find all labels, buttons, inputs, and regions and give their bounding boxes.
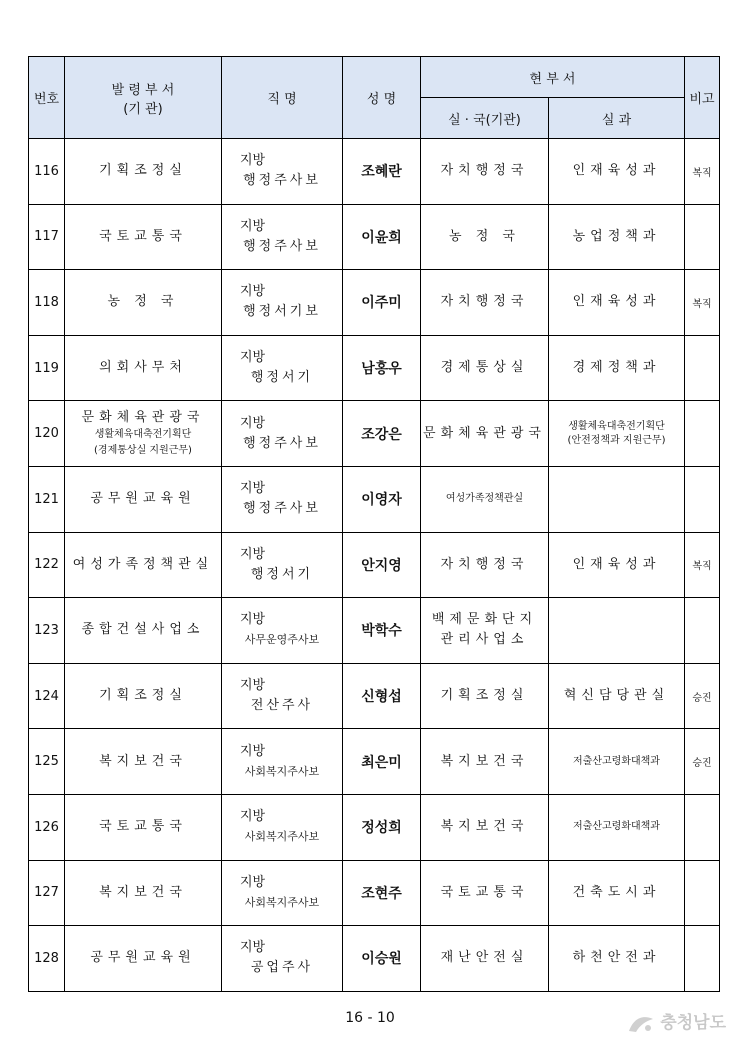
- current-office-line: 자치행정국: [440, 294, 529, 310]
- rank: [222, 139, 343, 205]
- rank-top: 지방: [240, 153, 266, 169]
- rank-top: 지방: [240, 612, 266, 628]
- header-no: 번호: [29, 57, 65, 139]
- rank: [222, 794, 343, 860]
- current-office: [421, 466, 549, 532]
- current-office: [421, 139, 549, 205]
- issuing-dept: [65, 335, 222, 401]
- note: [685, 204, 720, 270]
- header-current-dept: 현 부 서: [421, 57, 685, 98]
- row-number: 125: [29, 729, 65, 795]
- table-row: [29, 532, 720, 598]
- issuing-dept: [65, 270, 222, 336]
- person-name: 박학수: [343, 598, 421, 664]
- header-issuing-dept: [65, 57, 222, 139]
- note: [685, 926, 720, 992]
- issuing-dept: [65, 663, 222, 729]
- issuing-dept-line: 종합건설사업소: [81, 622, 205, 638]
- issuing-dept-line: 여성가족정책관실: [72, 556, 214, 572]
- current-office: [421, 401, 549, 467]
- current-office-line: 경제통상실: [440, 360, 529, 376]
- rank-bottom: 사무운영주사보: [244, 633, 320, 647]
- current-division: [549, 204, 685, 270]
- table-row: [29, 860, 720, 926]
- note: [685, 598, 720, 664]
- note: 승진: [685, 729, 720, 795]
- issuing-dept: [65, 532, 222, 598]
- person-name: 조혜란: [343, 139, 421, 205]
- rank-bottom: 행정주사보: [243, 501, 321, 517]
- current-division: [549, 139, 685, 205]
- current-division: [549, 729, 685, 795]
- rank-top: 지방: [240, 284, 266, 300]
- table-body: [29, 139, 720, 992]
- current-division-line: (안전정책과 지원근무): [567, 434, 666, 446]
- rank-top: 지방: [240, 415, 266, 431]
- rank-top: 지방: [240, 481, 266, 497]
- issuing-dept-line: 복지보건국: [99, 753, 187, 769]
- table-row: [29, 794, 720, 860]
- current-division-line: 저출산고령화대책과: [573, 755, 660, 767]
- issuing-dept-line: 문화체육관광국: [81, 409, 205, 425]
- issuing-dept: [65, 598, 222, 664]
- header-rank: 직 명: [222, 57, 343, 139]
- current-office-line: 국토교통국: [440, 884, 529, 900]
- rank-top: 지방: [240, 940, 266, 956]
- current-division-line: 건축도시과: [572, 884, 661, 900]
- current-division-line: 혁신담당관실: [563, 688, 670, 704]
- issuing-dept: [65, 794, 222, 860]
- row-number: 119: [29, 335, 65, 401]
- publisher-watermark: [626, 1008, 726, 1035]
- row-number: 128: [29, 926, 65, 992]
- current-division-line: 저출산고령화대책과: [573, 821, 660, 833]
- row-number: 126: [29, 794, 65, 860]
- current-division: [549, 598, 685, 664]
- rank: [222, 729, 343, 795]
- issuing-dept-line: 국토교통국: [99, 819, 187, 835]
- issuing-dept: [65, 139, 222, 205]
- row-number: 122: [29, 532, 65, 598]
- row-number: 117: [29, 204, 65, 270]
- rank-top: 지방: [240, 546, 266, 562]
- rank-top: 지방: [240, 874, 266, 890]
- rank: [222, 532, 343, 598]
- current-office-line: 여성가족정책관실: [445, 493, 524, 505]
- person-name: 남홍우: [343, 335, 421, 401]
- current-office: [421, 270, 549, 336]
- current-division-line: 인재육성과: [572, 294, 661, 310]
- current-office: [421, 598, 549, 664]
- rank: [222, 926, 343, 992]
- person-name: 정성희: [343, 794, 421, 860]
- table-row: [29, 466, 720, 532]
- person-name: 이주미: [343, 270, 421, 336]
- issuing-dept-line: 국토교통국: [99, 228, 187, 244]
- note: [685, 401, 720, 467]
- current-office-line: 재난안전실: [440, 950, 529, 966]
- current-division-line: 농업정책과: [572, 228, 661, 244]
- issuing-dept-line: 기획조정실: [99, 163, 187, 179]
- table-row: [29, 335, 720, 401]
- row-number: 127: [29, 860, 65, 926]
- rank-bottom: 사회복지주사보: [244, 830, 320, 844]
- person-name: 신형섭: [343, 663, 421, 729]
- note: 복직: [685, 532, 720, 598]
- person-name: 안지영: [343, 532, 421, 598]
- current-office: [421, 335, 549, 401]
- rank: [222, 466, 343, 532]
- header-current-office: 실 · 국(기관): [421, 98, 549, 139]
- current-office: [421, 794, 549, 860]
- rank-bottom: 행정주사보: [243, 173, 321, 189]
- note: [685, 466, 720, 532]
- row-number: 120: [29, 401, 65, 467]
- table-row: [29, 204, 720, 270]
- personnel-table: [28, 56, 720, 992]
- current-office: [421, 729, 549, 795]
- current-division-line: 인재육성과: [572, 556, 661, 572]
- issuing-dept-line: 생활체육대축전기획단: [94, 428, 192, 440]
- issuing-dept-line: 공무원교육원: [90, 491, 196, 507]
- issuing-dept: [65, 466, 222, 532]
- rank-top: 지방: [240, 218, 266, 234]
- person-name: 최은미: [343, 729, 421, 795]
- rank: [222, 401, 343, 467]
- header-current-division: 실 과: [549, 98, 685, 139]
- table-row: [29, 401, 720, 467]
- page-number: 16 - 10: [345, 1010, 395, 1026]
- current-office-line: 자치행정국: [440, 556, 529, 572]
- current-office: [421, 860, 549, 926]
- rank-bottom: 전산주사: [250, 698, 314, 714]
- rank: [222, 270, 343, 336]
- person-name: 조현주: [343, 860, 421, 926]
- issuing-dept-line: (경제통상실 지원근무): [94, 444, 192, 456]
- person-name: 이승원: [343, 926, 421, 992]
- rank-bottom: 행정주사보: [243, 435, 321, 451]
- current-office-line: 문화체육관광국: [423, 425, 546, 441]
- current-division: [549, 466, 685, 532]
- current-office-line: 백제문화단지: [431, 612, 538, 628]
- current-office: [421, 926, 549, 992]
- rank: [222, 598, 343, 664]
- current-division: [549, 926, 685, 992]
- issuing-dept: [65, 729, 222, 795]
- person-name: 이윤희: [343, 204, 421, 270]
- person-name: 이영자: [343, 466, 421, 532]
- person-name: 조강은: [343, 401, 421, 467]
- current-division: [549, 401, 685, 467]
- issuing-dept-line: 농 정 국: [107, 294, 179, 310]
- table-row: [29, 729, 720, 795]
- current-office-line: 복지보건국: [440, 753, 529, 769]
- current-division-line: 인재육성과: [572, 163, 661, 179]
- rank-bottom: 공업주사: [250, 960, 314, 976]
- row-number: 118: [29, 270, 65, 336]
- row-number: 121: [29, 466, 65, 532]
- issuing-dept-line: 복지보건국: [99, 884, 187, 900]
- current-office-line: 복지보건국: [440, 819, 529, 835]
- current-division-line: 경제정책과: [572, 360, 661, 376]
- rank-top: 지방: [240, 350, 266, 366]
- current-division-line: 하천안전과: [572, 950, 661, 966]
- rank-top: 지방: [240, 809, 266, 825]
- current-office: [421, 532, 549, 598]
- note: [685, 335, 720, 401]
- rank-top: 지방: [240, 678, 266, 694]
- row-number: 124: [29, 663, 65, 729]
- table-row: [29, 926, 720, 992]
- current-division: [549, 335, 685, 401]
- issuing-dept-line: 공무원교육원: [90, 950, 196, 966]
- note: 복직: [685, 139, 720, 205]
- rank-bottom: 행정서기: [250, 566, 314, 582]
- current-division: [549, 860, 685, 926]
- rank: [222, 335, 343, 401]
- current-office-line: 자치행정국: [440, 163, 529, 179]
- issuing-dept: [65, 926, 222, 992]
- watermark-text: 충청남도: [660, 1013, 726, 1032]
- issuing-dept: [65, 860, 222, 926]
- current-division-line: 생활체육대축전기획단: [568, 420, 665, 432]
- rank-bottom: 사회복지주사보: [244, 895, 320, 909]
- issuing-dept: [65, 401, 222, 467]
- rank-top: 지방: [240, 743, 266, 759]
- table-row: [29, 598, 720, 664]
- rank: [222, 860, 343, 926]
- current-division: [549, 532, 685, 598]
- header-name: 성 명: [343, 57, 421, 139]
- table-row: [29, 663, 720, 729]
- header-note: 비고: [685, 57, 720, 139]
- row-number: 116: [29, 139, 65, 205]
- header-issuing-dept-line2: (기 관): [123, 101, 163, 117]
- rank-bottom: 사회복지주사보: [244, 764, 320, 778]
- rank-bottom: 행정주사보: [243, 238, 321, 254]
- rank-bottom: 행정서기보: [243, 304, 321, 320]
- issuing-dept-line: 의회사무처: [99, 360, 187, 376]
- current-division: [549, 270, 685, 336]
- current-division: [549, 663, 685, 729]
- current-office-line: 기획조정실: [440, 688, 529, 704]
- rank: [222, 663, 343, 729]
- rank-bottom: 행정서기: [250, 370, 314, 386]
- row-number: 123: [29, 598, 65, 664]
- issuing-dept: [65, 204, 222, 270]
- note: 승진: [685, 663, 720, 729]
- current-office: [421, 204, 549, 270]
- note: [685, 794, 720, 860]
- header-issuing-dept-line1: 발 령 부 서: [111, 82, 175, 98]
- current-division: [549, 794, 685, 860]
- note: [685, 860, 720, 926]
- current-office-line: 농 정 국: [449, 228, 520, 244]
- logo-icon: [626, 1013, 656, 1035]
- table-row: [29, 139, 720, 205]
- rank: [222, 204, 343, 270]
- table-row: [29, 270, 720, 336]
- current-office: [421, 663, 549, 729]
- note: 복직: [685, 270, 720, 336]
- issuing-dept-line: 기획조정실: [99, 688, 187, 704]
- current-office-line: 관리사업소: [440, 632, 529, 648]
